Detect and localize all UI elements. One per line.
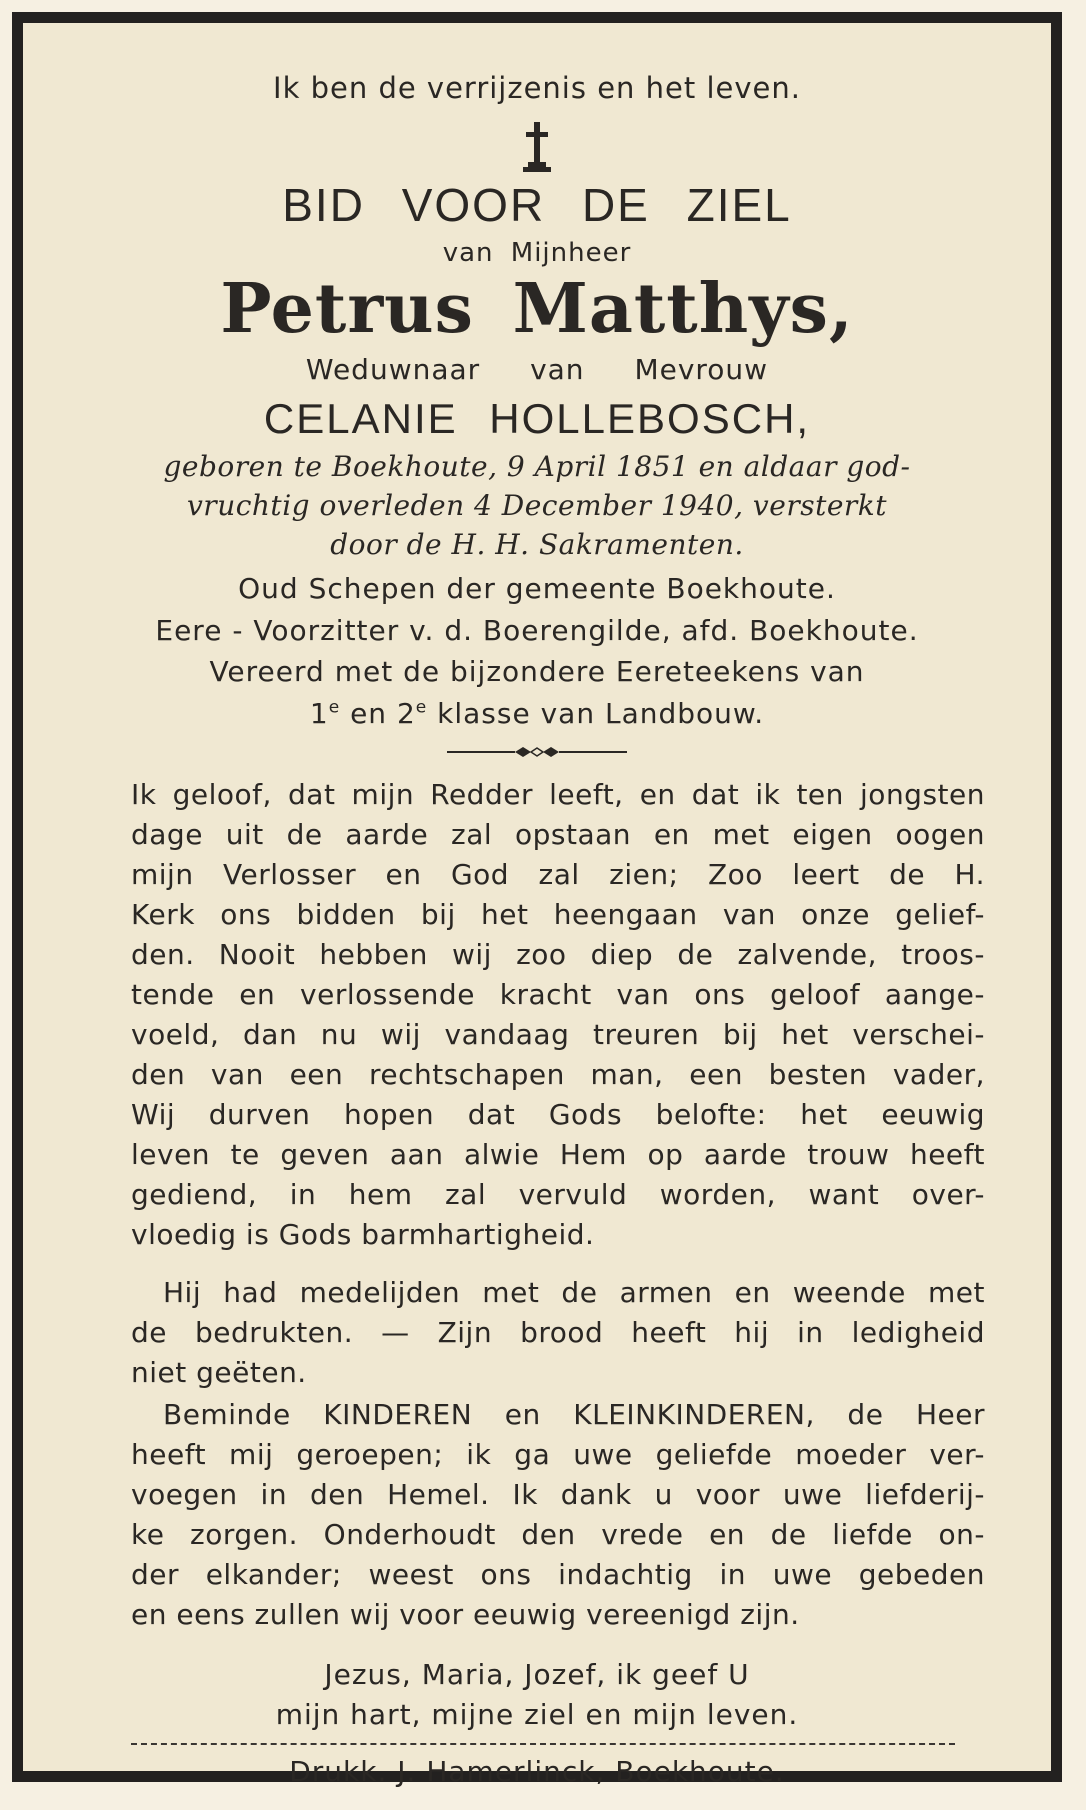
paragraph-line: Wij durven hopen dat Gods belofte: het eeuwig [131, 1098, 985, 1131]
honours-second-sup: e [415, 697, 428, 718]
birth-death-line: geboren te Boekhoute, 9 April 1851 en aldaar god- [163, 450, 911, 483]
paragraph-line: voeld, dan nu wij vandaag treuren bij het verschei- [131, 1018, 985, 1051]
paragraph-line: leven te geven aan alwie Hem op aarde trouw heeft [131, 1138, 985, 1171]
paragraph-line: den. Nooit hebben wij zoo diep de zalvende, troos- [131, 938, 985, 971]
office-line: Vereerd met de bijzondere Eereteekens van [209, 655, 865, 688]
paragraph-creed [131, 775, 985, 1255]
paragraph-line: en eens zullen wij voor eeuwig vereenigd zijn. [131, 1598, 800, 1631]
wife-name: CELANIE HOLLEBOSCH, [263, 395, 811, 442]
office-line: Oud Schepen der gemeente Boekhoute. [238, 572, 836, 605]
paragraph-line: Hij had medelijden met de armen en weende met [163, 1276, 985, 1309]
honours-first-sup: e [328, 697, 341, 718]
prayer-heading: BID VOOR DE ZIEL [282, 179, 792, 231]
paragraph-line: mijn Verlosser en God zal zien; Zoo leert de H. [131, 858, 985, 891]
honours-middle: en 2 [340, 697, 416, 730]
latin-cross-icon [517, 120, 557, 175]
paragraph-farewell [131, 1395, 985, 1635]
paragraph-line: Beminde KINDEREN en KLEINKINDEREN, de Heer [163, 1398, 985, 1431]
closing-prayer-line: mijn hart, mijne ziel en mijn leven. [275, 1698, 799, 1731]
paragraph-line: den van een rechtschapen man, een besten vader, [131, 1058, 985, 1091]
paragraph-line: Ik geloof, dat mijn Redder leeft, en dat ik ten jongsten [131, 778, 985, 811]
paragraph-line: dage uit de aarde zal opstaan en met eigen oogen [131, 818, 985, 851]
office-line: Eere - Voorzitter v. d. Boerengilde, afd. Boekhoute. [155, 614, 919, 647]
paragraph-line: vloedig is Gods barmhartigheid. [131, 1218, 595, 1251]
printer-credit: Drukk. J. Hamerlinck, Boekhoute. [289, 1755, 785, 1788]
widower-line: Weduwnaar van Mevrouw [305, 353, 769, 386]
divider-ornament-icon [447, 745, 627, 759]
paragraph-mercy [131, 1273, 985, 1393]
paragraph-line: ke zorgen. Onderhoudt den vrede en de liefde on- [131, 1518, 985, 1551]
memorial-card [12, 12, 1062, 1788]
intro-line: van Mijnheer [442, 238, 632, 268]
paragraph-line: de bedrukten. — Zijn brood heeft hij in ledigheid [131, 1316, 985, 1349]
closing-prayer-line: Jezus, Maria, Jozef, ik geef U [324, 1658, 750, 1691]
card-content [23, 23, 1051, 1788]
honours-rest: klasse van Landbouw. [427, 697, 765, 730]
birth-death-line: door de H. H. Sakramenten. [330, 528, 744, 561]
paragraph-line: voegen in den Hemel. Ik dank u voor uwe liefderij- [131, 1478, 985, 1511]
motto: Ik ben de verrijzenis en het leven. [273, 71, 801, 105]
paragraph-line: tende en verlossende kracht van ons geloof aange- [131, 978, 985, 1011]
paragraph-line: niet geëten. [131, 1356, 307, 1389]
paragraph-line: heeft mij geroepen; ik ga uwe geliefde moeder ver- [131, 1438, 985, 1471]
honours-line [23, 697, 1051, 730]
birth-death-line: vruchtig overleden 4 December 1940, versterkt [186, 489, 887, 522]
paragraph-line: der elkander; weest ons indachtig in uwe gebeden [131, 1558, 985, 1591]
dotted-divider [131, 1743, 955, 1745]
paragraph-line: gediend, in hem zal vervuld worden, want over- [131, 1178, 985, 1211]
honours-first: 1 [309, 697, 329, 730]
deceased-name: Petrus Matthys, [220, 269, 854, 349]
paragraph-line: Kerk ons bidden bij het heengaan van onze gelief- [131, 898, 985, 931]
